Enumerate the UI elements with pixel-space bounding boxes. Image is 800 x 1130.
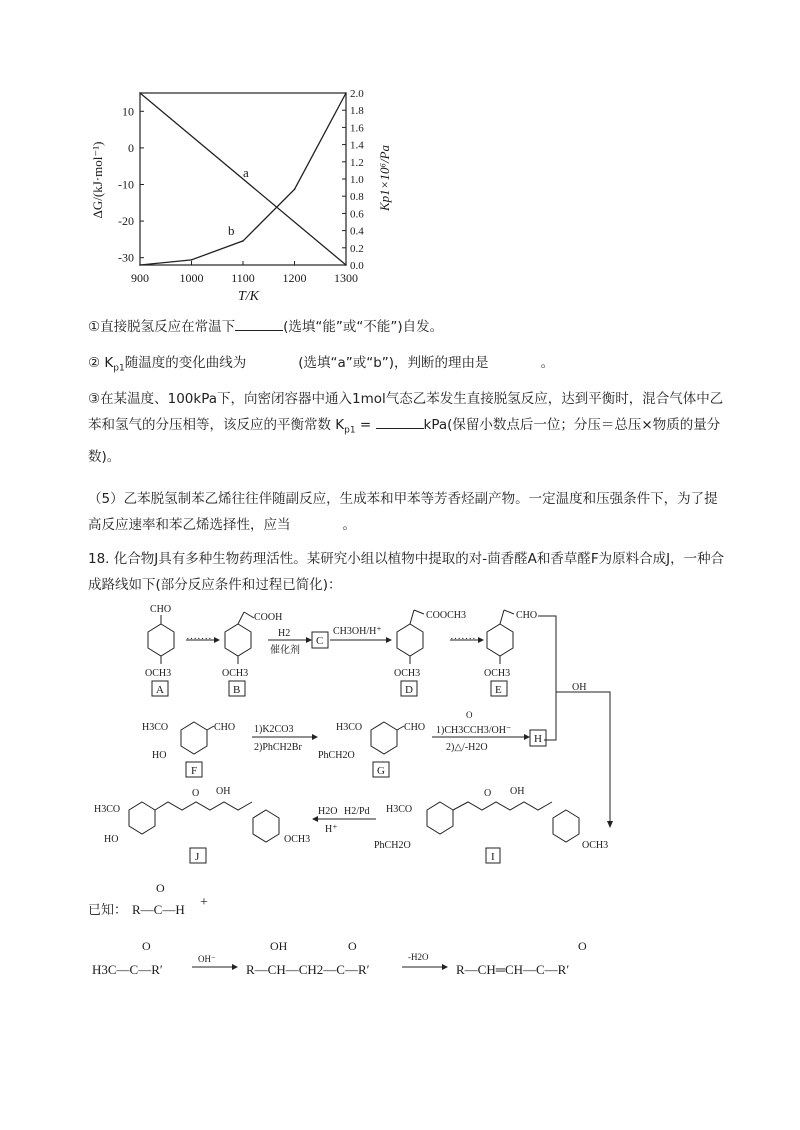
i-h3co: H3CO xyxy=(386,804,413,815)
known-label: 已知： xyxy=(88,903,128,918)
series-b-label: b xyxy=(228,223,235,238)
known-o-3: O xyxy=(348,939,357,953)
cond-o: O xyxy=(466,710,473,720)
label-h: H xyxy=(534,733,542,745)
label-a: A xyxy=(156,684,164,696)
known-dehyd: -H2O xyxy=(408,952,429,962)
compound-f xyxy=(142,722,235,777)
label-b: B xyxy=(233,684,241,696)
right-y-axis-label: Kp1×10⁶/Pa xyxy=(377,144,392,212)
left-y-axis-label: ΔG/(kJ·mol⁻¹) xyxy=(90,141,105,219)
right-y-tick-label: 1.4 xyxy=(350,139,364,152)
connector-e xyxy=(538,616,556,740)
left-y-tick-label: -30 xyxy=(118,250,134,265)
right-y-tick-label: 1.8 xyxy=(350,105,364,118)
j-oh: OH xyxy=(216,786,231,797)
q5-text-b: 。 xyxy=(342,517,356,533)
right-y-tick-label: 0.0 xyxy=(350,260,364,272)
label-i: I xyxy=(491,851,495,863)
q1-answer-blank[interactable] xyxy=(235,316,283,331)
left-y-tick-label: -20 xyxy=(118,214,134,229)
series-b-point xyxy=(191,259,193,261)
known-ketone: H3C—C—R′ xyxy=(92,962,163,977)
i-phch2o: PhCH2O xyxy=(374,840,411,851)
synthesis-scheme xyxy=(0,596,800,1016)
left-y-tick-label: -10 xyxy=(118,177,134,192)
label-j: J xyxy=(195,851,200,863)
i-och3: OCH3 xyxy=(582,840,609,851)
right-y-tick-label: 1.0 xyxy=(350,174,364,186)
known-enone: R—CH═CH—C—R′ xyxy=(456,962,570,977)
right-y-tick-label: 0.4 xyxy=(350,225,364,238)
connector-oh: OH xyxy=(572,682,587,693)
series-b-point xyxy=(345,92,347,94)
x-tick-label: 1300 xyxy=(334,271,358,285)
x-tick-label: 1000 xyxy=(179,271,204,285)
f-ho: HO xyxy=(152,750,167,761)
left-y-tick-label: 10 xyxy=(122,104,134,119)
cond-step-h1: 1)CH3CCH3/OH⁻ xyxy=(436,725,512,736)
d-cooch3: COOCH3 xyxy=(426,610,467,621)
known-aldehyde: R—C—H xyxy=(132,902,185,917)
right-y-tick-label: 0.8 xyxy=(350,191,364,204)
e-cho: CHO xyxy=(516,610,538,621)
f-h3co: H3CO xyxy=(142,722,169,733)
known-reaction xyxy=(88,881,587,977)
j-ho: HO xyxy=(104,834,119,845)
a-cho: CHO xyxy=(150,604,172,615)
label-d: D xyxy=(405,684,413,696)
cond-catalyst: 催化剂 xyxy=(270,645,300,656)
q3-subscript: p1 xyxy=(344,425,356,436)
series-b-point xyxy=(139,264,141,266)
right-y-ticks xyxy=(342,88,364,272)
cond-step-h2: 2)△/-H2O xyxy=(446,742,488,753)
q2-text-c: (选填“a”或“b”)，判断的理由是 xyxy=(298,355,489,371)
right-y-tick-label: 0.6 xyxy=(350,208,364,221)
g-h3co: H3CO xyxy=(336,722,363,733)
b-och3: OCH3 xyxy=(222,668,249,679)
x-tick-label: 900 xyxy=(131,271,149,285)
label-c: C xyxy=(316,635,324,647)
cond-ch3oh: CH3OH/H⁺ xyxy=(333,626,382,637)
known-o-1: O xyxy=(156,881,165,895)
known-oh: OH xyxy=(270,939,288,953)
dots-1: ······· xyxy=(186,633,212,645)
compound-g xyxy=(318,722,425,777)
g-phch2o: PhCH2O xyxy=(318,750,355,761)
i-o: O xyxy=(484,788,492,799)
compound-e xyxy=(484,610,537,696)
q2-text-a: ② K xyxy=(88,355,114,371)
q5-text-a: （5）乙苯脱氢制苯乙烯往往伴随副反应，生成苯和甲苯等芳香烃副产物。一定温度和压强条件下，为了提高反应速率和苯乙烯选择性，应当 xyxy=(88,491,718,533)
q3-text-c: kPa(保留小数点后一位；分压＝总压×物质的量分数)。 xyxy=(88,417,721,465)
compound-i xyxy=(374,786,608,863)
b-cooh: COOH xyxy=(254,612,283,623)
dots-2: ······· xyxy=(450,633,476,645)
q1-text-b: (选填“能”或“不能”)自发。 xyxy=(283,319,444,335)
question-18 xyxy=(88,546,728,598)
q2-text-d: 。 xyxy=(540,355,555,371)
compound-j xyxy=(94,786,310,863)
q3-text-a: ③在某温度、100kPa下，向密闭容器中通入1mol气态乙苯发生直接脱氢反应，达到平衡时，混合气体中乙苯和氢气的分压相等，该反应的平衡常数 K xyxy=(88,391,724,433)
cond-phch2br: 2)PhCH2Br xyxy=(254,742,302,753)
j-och3: OCH3 xyxy=(284,834,311,845)
question-2 xyxy=(88,352,728,380)
series-b-point xyxy=(294,189,296,191)
series-a-point xyxy=(345,264,347,266)
question-1 xyxy=(88,316,728,338)
e-och3: OCH3 xyxy=(484,668,511,679)
j-o: O xyxy=(192,788,200,799)
left-y-tick-label: 0 xyxy=(128,140,134,155)
a-och3: OCH3 xyxy=(145,668,172,679)
compound-a xyxy=(145,604,174,696)
cond-h2pd: H2/Pd xyxy=(344,806,370,817)
label-g: G xyxy=(377,765,385,777)
known-o-4: O xyxy=(578,939,587,953)
known-o-2: O xyxy=(142,939,151,953)
x-tick-label: 1100 xyxy=(231,271,255,285)
right-y-tick-label: 1.6 xyxy=(350,122,364,135)
cond-k2co3: 1)K2CO3 xyxy=(254,724,294,735)
q1-text-a: ①直接脱氢反应在常温下 xyxy=(88,319,236,335)
q2-subscript: p1 xyxy=(113,363,125,374)
cond-hplus: H⁺ xyxy=(325,824,338,835)
x-tick-label: 1200 xyxy=(282,271,307,285)
known-aldol: R—CH—CH2—C—R′ xyxy=(246,962,370,977)
series-a-point xyxy=(139,92,141,94)
j-h3co: H3CO xyxy=(94,804,121,815)
connector-h-i xyxy=(556,692,610,821)
i-oh: OH xyxy=(510,786,525,797)
right-y-tick-label: 0.2 xyxy=(350,242,364,255)
question-3 xyxy=(88,386,728,470)
g-cho: CHO xyxy=(404,722,426,733)
compound-d xyxy=(394,610,466,696)
x-axis-label: T/K xyxy=(238,289,260,304)
q3-text-b: = xyxy=(355,417,376,433)
known-oh-minus: OH⁻ xyxy=(198,954,216,964)
right-y-tick-label: 2.0 xyxy=(350,88,364,100)
q2-text-b: 随温度的变化曲线为 xyxy=(124,355,247,371)
f-cho: CHO xyxy=(214,722,236,733)
q3-answer-blank[interactable] xyxy=(376,414,424,429)
d-och3: OCH3 xyxy=(394,668,421,679)
label-e: E xyxy=(495,684,502,696)
q18-text: 18. 化合物J具有多种生物药理活性。某研究小组以植物中提取的对-茴香醛A和香草醛F为原料合成J，一种合成路线如下(部分反应条件和过程已简化)： xyxy=(88,551,725,593)
right-y-tick-label: 1.2 xyxy=(350,156,364,169)
known-plus: + xyxy=(200,895,208,910)
label-f: F xyxy=(191,765,198,777)
question-5 xyxy=(88,486,728,538)
cond-h2: H2 xyxy=(278,628,291,639)
cond-h2o: H2O xyxy=(318,806,338,817)
chart xyxy=(0,0,800,320)
series-a-label: a xyxy=(243,165,249,180)
series-b-point xyxy=(242,240,244,242)
